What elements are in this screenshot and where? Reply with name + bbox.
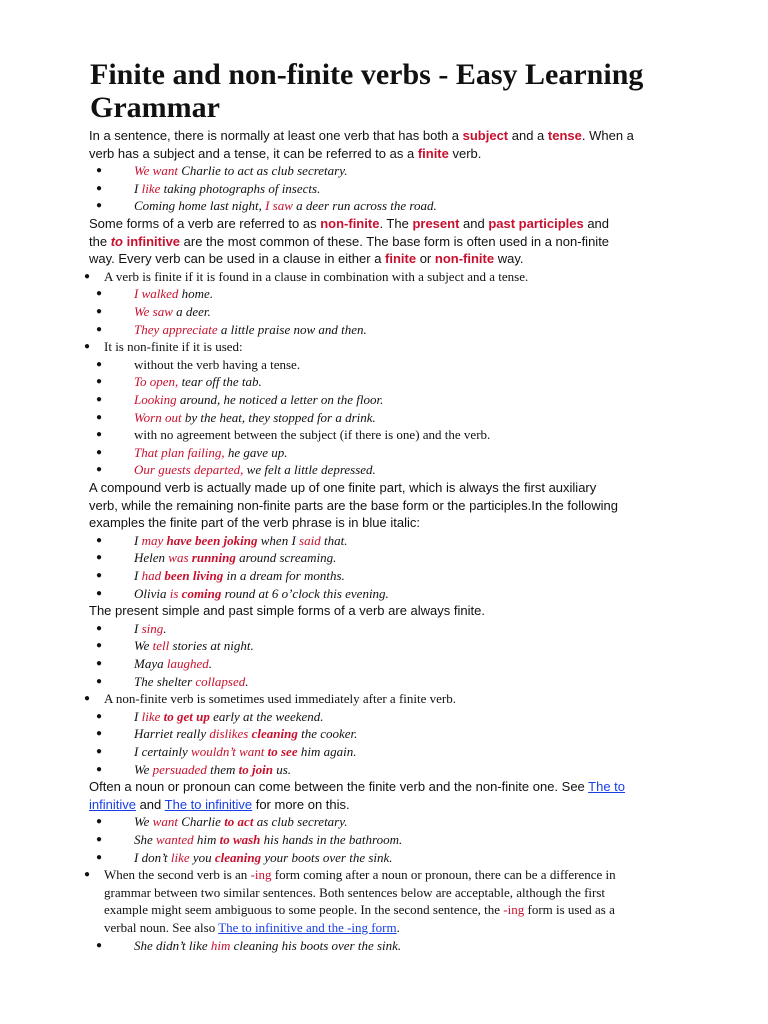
bullet-icon: ●	[95, 376, 103, 388]
bullet-icon: ●	[95, 358, 103, 370]
highlighted-term: non-finite	[434, 251, 495, 267]
list-item	[0, 655, 760, 673]
list-item	[0, 725, 760, 743]
line-text	[134, 303, 211, 321]
highlighted-term: running	[191, 550, 236, 566]
line-text	[89, 215, 609, 233]
text-segment: the	[89, 233, 111, 249]
text-segment: . The	[379, 216, 413, 231]
text-segment: Helen	[134, 550, 169, 566]
text-line	[0, 514, 760, 532]
highlighted-term: Our guests departed,	[134, 462, 244, 478]
highlighted-term: Worn out	[134, 409, 182, 425]
list-item	[0, 866, 760, 884]
list-item	[0, 356, 760, 374]
text-segment: and a	[508, 128, 548, 143]
line-text	[134, 285, 213, 303]
line-text	[134, 743, 356, 761]
list-item	[0, 303, 760, 321]
text-line	[0, 796, 760, 814]
bullet-icon: ●	[95, 165, 103, 177]
text-segment: verb has a subject and a tense, it can be referred to as a	[89, 145, 418, 161]
text-segment: them	[206, 761, 239, 777]
text-segment: A verb is finite if it is found in a clause in combination with a subject and a tense.	[104, 268, 529, 284]
line-text	[134, 937, 401, 955]
line-text	[89, 602, 485, 620]
line-text	[89, 514, 420, 532]
text-segment: for more on this.	[252, 796, 350, 812]
text-segment: I	[134, 568, 142, 583]
bullet-icon: ●	[95, 552, 103, 564]
text-segment: around, he noticed a letter on the floor.	[176, 392, 384, 407]
text-segment: I	[134, 620, 142, 636]
line-text	[134, 708, 324, 726]
line-text	[134, 585, 389, 603]
text-segment: cleaning his boots over the sink.	[230, 937, 402, 953]
text-line	[0, 602, 760, 620]
list-item	[0, 268, 760, 286]
list-item	[0, 321, 760, 339]
highlighted-term: have been joking	[166, 532, 258, 548]
text-segment: When the second verb is an	[104, 867, 251, 883]
list-item	[0, 567, 760, 585]
text-segment: .	[208, 656, 212, 671]
list-item	[0, 849, 760, 867]
highlighted-term: is	[169, 585, 179, 601]
line-text	[104, 338, 243, 356]
line-text	[134, 373, 262, 391]
highlighted-term: like	[141, 708, 161, 724]
bullet-icon: ●	[95, 411, 103, 423]
highlighted-term: cleaning	[251, 726, 298, 742]
highlighted-term: subject	[462, 128, 509, 143]
line-text	[104, 866, 616, 884]
highlighted-term: That plan failing,	[134, 444, 225, 460]
bullet-icon: ●	[95, 200, 103, 212]
highlighted-term: infinitive	[126, 233, 181, 249]
bullet-icon: ●	[95, 746, 103, 757]
text-segment: It is non-finite if it is used:	[104, 339, 243, 355]
highlighted-term: him	[210, 937, 231, 953]
list-item	[0, 338, 760, 356]
text-line	[0, 497, 760, 515]
highlighted-term: -ing	[503, 902, 525, 918]
highlighted-term: persuaded	[152, 761, 207, 777]
highlighted-term: to get up	[163, 708, 210, 724]
bullet-icon: ●	[95, 640, 103, 652]
line-text	[134, 356, 300, 374]
highlighted-term: to see	[267, 744, 298, 759]
text-segment: he gave up.	[224, 444, 288, 460]
highlighted-term: I walked	[134, 286, 179, 302]
bullet-icon: ●	[95, 534, 103, 546]
text-segment: home.	[178, 286, 214, 302]
text-segment: we felt a little depressed.	[243, 462, 376, 478]
highlighted-term: to act	[224, 814, 254, 830]
text-segment: us.	[272, 761, 291, 777]
list-item	[0, 761, 760, 779]
text-segment: verb.	[448, 145, 482, 161]
highlighted-term: had	[141, 568, 162, 583]
bullet-icon: ●	[95, 464, 103, 476]
highlighted-term: want	[152, 814, 178, 830]
highlighted-term: They appreciate	[134, 321, 218, 337]
bullet-icon: ●	[95, 394, 103, 405]
line-text	[134, 673, 248, 691]
line-text	[104, 884, 605, 902]
text-segment: She didn’t like	[134, 937, 211, 953]
reference-link[interactable]: The to	[588, 779, 626, 795]
bullet-icon: ●	[95, 182, 103, 194]
text-segment: his hands in the bathroom.	[260, 832, 403, 847]
text-segment: I certainly	[134, 744, 192, 759]
bullet-icon: ●	[95, 851, 103, 863]
bullet-icon: ●	[95, 288, 103, 300]
highlighted-term: like	[170, 849, 190, 865]
text-segment: We	[134, 638, 153, 654]
highlighted-term: finite	[417, 145, 449, 161]
text-line	[0, 215, 760, 233]
bullet-icon: ●	[95, 710, 103, 722]
line-text	[89, 145, 481, 163]
page-title: Finite and non-finite verbs - Easy Learning Grammar	[90, 58, 644, 124]
list-item	[0, 461, 760, 479]
line-text	[134, 549, 336, 567]
highlighted-term: non-finite	[320, 216, 380, 231]
text-line	[0, 145, 760, 163]
list-item	[0, 831, 760, 849]
text-segment: Harriet really	[134, 726, 210, 742]
highlighted-term: collapsed	[195, 673, 246, 689]
list-item	[0, 444, 760, 462]
bullet-icon: ●	[95, 728, 103, 740]
list-item	[0, 585, 760, 603]
list-item	[0, 197, 760, 215]
text-segment: and	[135, 796, 165, 812]
highlighted-term: may	[141, 532, 164, 548]
bullet-icon: ●	[83, 341, 91, 353]
highlighted-term: finite	[385, 251, 417, 267]
text-line	[0, 250, 760, 268]
highlighted-term: like	[141, 180, 161, 196]
bullet-icon: ●	[95, 570, 103, 581]
text-segment: a deer.	[172, 304, 211, 319]
bullet-icon: ●	[83, 869, 91, 881]
list-item	[0, 409, 760, 427]
text-segment: I don’t	[134, 849, 171, 865]
bullet-icon: ●	[95, 939, 103, 951]
list-item	[0, 708, 760, 726]
text-segment: tear off the tab.	[178, 374, 262, 390]
text-segment: a little praise now and then.	[217, 321, 367, 337]
text-segment: a deer run across the road.	[292, 198, 437, 214]
text-segment: or	[416, 251, 435, 267]
list-item	[0, 180, 760, 198]
text-segment: .	[163, 620, 167, 636]
reference-link[interactable]: infinitive	[89, 796, 136, 812]
bullet-icon: ●	[95, 622, 103, 634]
text-segment: example might seem ambiguous to some people. In the second sentence, the	[104, 902, 504, 918]
bullet-icon: ●	[95, 587, 103, 599]
text-segment: The present simple and past simple forms of a verb are always finite.	[89, 603, 485, 619]
line-text	[134, 162, 348, 180]
text-segment: verbal noun. See also	[104, 920, 219, 935]
text-segment: without the verb having a tense.	[134, 356, 301, 372]
text-segment: In a sentence, there is normally at least one verb that has both a	[89, 128, 463, 143]
highlighted-term: been living	[164, 568, 224, 583]
text-segment: .	[245, 673, 249, 689]
list-item	[0, 813, 760, 831]
highlighted-term: present	[412, 216, 460, 231]
text-segment: when I	[257, 532, 300, 548]
line-text	[104, 690, 456, 708]
bullet-icon: ●	[95, 763, 103, 775]
text-segment: examples the finite part of the verb phrase is in blue italic:	[89, 515, 420, 531]
highlighted-term: past participles	[488, 216, 584, 231]
text-segment: him	[193, 832, 220, 847]
list-item	[0, 690, 760, 708]
highlighted-term: cleaning	[214, 849, 262, 865]
line-text	[134, 426, 490, 444]
text-line	[0, 919, 760, 937]
line-text	[134, 655, 212, 673]
line-text	[134, 321, 367, 339]
text-segment: Maya	[134, 656, 167, 671]
list-item	[0, 373, 760, 391]
line-text	[104, 268, 528, 286]
text-segment: stories at night.	[169, 638, 254, 654]
highlighted-term: dislikes	[209, 726, 249, 742]
text-segment: way.	[494, 251, 524, 267]
text-segment: are the most common of these. The base form is often used in a non-finite	[180, 233, 610, 249]
text-segment: as club secretary.	[253, 814, 348, 830]
bullet-icon: ●	[83, 270, 91, 282]
highlighted-term: said	[299, 532, 321, 548]
highlighted-term: -ing	[250, 867, 272, 883]
reference-link[interactable]: The to infinitive	[164, 796, 253, 812]
list-item	[0, 620, 760, 638]
list-item	[0, 549, 760, 567]
text-segment: the cooker.	[297, 726, 358, 742]
text-segment: Charlie	[177, 814, 225, 830]
bullet-icon: ●	[95, 834, 103, 845]
highlighted-term: We saw	[134, 304, 173, 319]
line-text	[134, 849, 393, 867]
line-text	[134, 813, 348, 831]
line-text	[89, 233, 609, 251]
list-item	[0, 426, 760, 444]
text-segment: The shelter	[134, 673, 196, 689]
line-text	[134, 567, 345, 585]
highlighted-term: wanted	[156, 832, 194, 847]
text-segment: I	[134, 180, 142, 196]
reference-link[interactable]: The to infinitive and the -ing form	[218, 920, 397, 935]
bullet-icon: ●	[95, 816, 103, 828]
text-segment: way. Every verb can be used in a clause in either a	[89, 251, 386, 267]
highlighted-term: to	[110, 233, 123, 249]
line-text	[89, 479, 596, 497]
line-text	[89, 778, 625, 796]
line-text	[134, 197, 437, 215]
line-text	[134, 532, 347, 550]
text-segment: We	[134, 761, 153, 777]
highlighted-term: We want	[134, 163, 178, 179]
list-item	[0, 285, 760, 303]
highlighted-term: was	[168, 550, 189, 566]
text-segment: Some forms of a verb are referred to as	[89, 216, 321, 231]
text-segment: by the heat, they stopped for a drink.	[181, 409, 376, 425]
text-line	[0, 778, 760, 796]
text-segment: round at 6 o’clock this evening.	[221, 585, 389, 601]
text-segment: I	[134, 532, 142, 548]
text-segment: Olivia	[134, 585, 170, 601]
line-text	[134, 409, 376, 427]
bullet-icon: ●	[95, 658, 103, 669]
line-text	[134, 461, 376, 479]
bullet-icon: ●	[95, 446, 103, 458]
line-text	[134, 725, 357, 743]
text-segment: .	[396, 920, 400, 935]
text-segment: . When a	[581, 128, 634, 143]
line-text	[134, 831, 402, 849]
text-segment: Coming home last night,	[134, 198, 266, 214]
text-segment: early at the weekend.	[209, 708, 324, 724]
text-segment: your boots over the sink.	[261, 849, 393, 865]
list-item	[0, 673, 760, 691]
highlighted-term: tell	[152, 638, 170, 654]
line-text	[89, 250, 524, 268]
highlighted-term: To open,	[134, 374, 179, 390]
highlighted-term: I saw	[265, 198, 293, 214]
line-text	[134, 444, 287, 462]
text-segment: I	[134, 708, 142, 724]
list-item	[0, 162, 760, 180]
list-item	[0, 937, 760, 955]
list-item	[0, 532, 760, 550]
list-item	[0, 637, 760, 655]
line-text	[134, 620, 167, 638]
line-text	[134, 637, 254, 655]
text-segment: him again.	[297, 744, 357, 759]
line-text	[104, 901, 615, 919]
text-segment: grammar between two similar sentences. Both sentences below are acceptable, although the first	[104, 884, 606, 900]
text-segment: A non-finite verb is sometimes used immediately after a finite verb.	[104, 691, 456, 707]
text-line	[0, 233, 760, 251]
line-text	[134, 180, 320, 198]
text-segment: and	[583, 216, 610, 231]
text-segment: form is used as a	[524, 902, 615, 918]
bullet-icon: ●	[95, 675, 103, 687]
text-segment: form coming after a noun or pronoun, there can be a difference in	[271, 867, 616, 883]
bullet-icon: ●	[95, 306, 103, 317]
line-text	[89, 497, 618, 515]
bullet-icon: ●	[83, 693, 91, 705]
line-text	[134, 761, 291, 779]
text-segment: with no agreement between the subject (if there is one) and the verb.	[134, 427, 491, 443]
text-segment: taking photographs of insects.	[160, 180, 321, 196]
text-segment: We	[134, 814, 153, 830]
text-segment: that.	[320, 532, 348, 548]
bullet-icon: ●	[95, 429, 103, 441]
list-item	[0, 743, 760, 761]
text-segment: around screaming.	[235, 550, 337, 566]
text-segment: Often a noun or pronoun can come between the finite verb and the non-finite one. See	[89, 779, 589, 795]
highlighted-term: tense	[547, 128, 582, 143]
text-segment: verb, while the remaining non-finite parts are the base form or the participles.In the following	[89, 497, 618, 513]
list-item	[0, 391, 760, 409]
text-segment: you	[189, 849, 215, 865]
text-segment: She	[134, 832, 157, 847]
text-segment: in a dream for months.	[223, 568, 345, 583]
highlighted-term: to wash	[219, 832, 261, 847]
highlighted-term: Looking	[134, 392, 177, 407]
highlighted-term: wouldn’t want	[191, 744, 265, 759]
highlighted-term: coming	[181, 585, 222, 601]
text-line	[0, 901, 760, 919]
highlighted-term: to join	[238, 761, 273, 777]
line-text	[89, 796, 350, 814]
line-text	[134, 391, 383, 409]
text-line	[0, 479, 760, 497]
text-segment: Charlie to act as club secretary.	[177, 163, 348, 179]
line-text	[89, 127, 634, 145]
text-segment: and	[459, 216, 489, 231]
text-segment: A compound verb is actually made up of one finite part, which is always the first auxiliary	[89, 480, 597, 495]
highlighted-term: laughed	[166, 656, 209, 671]
text-line	[0, 884, 760, 902]
highlighted-term: sing	[141, 620, 164, 636]
bullet-icon: ●	[95, 323, 103, 335]
line-text	[104, 919, 400, 937]
text-line	[0, 127, 760, 145]
